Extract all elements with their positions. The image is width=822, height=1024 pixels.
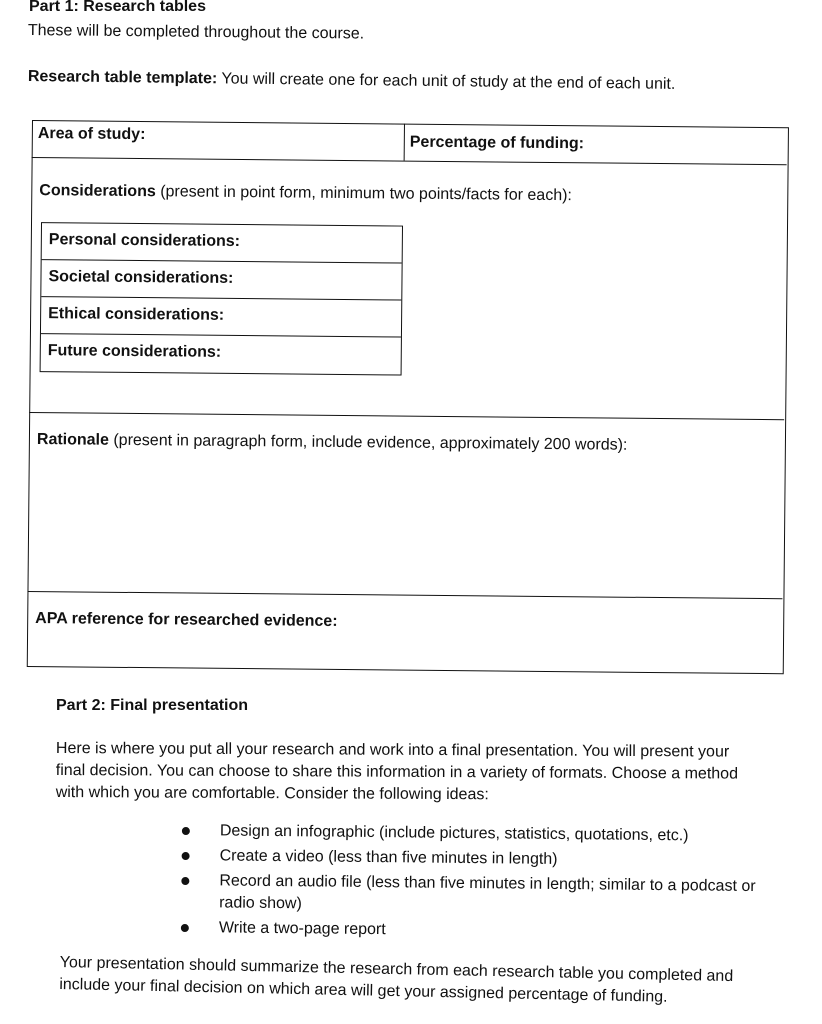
rationale-heading xyxy=(37,431,628,455)
template-label: Research table template: xyxy=(27,68,218,88)
template-instruction xyxy=(28,68,676,94)
header-divider xyxy=(404,124,405,161)
part1-intro: These will be completed throughout the course. xyxy=(27,22,365,43)
idea-text: Write a two-page report xyxy=(218,919,386,939)
idea-text: Design an infographic (include pictures, statistics, quotations, etc.) xyxy=(219,822,689,845)
considerations-label: Considerations xyxy=(39,182,156,201)
research-table xyxy=(27,120,810,675)
bullet-icon xyxy=(182,827,190,835)
considerations-note: (present in point form, minimum two points/facts for each): xyxy=(155,183,573,205)
funding-label: Percentage of funding: xyxy=(409,133,585,153)
societal-considerations-row: Societal considerations: xyxy=(41,260,401,300)
area-of-study-label: Area of study: xyxy=(37,125,146,144)
idea-text: Record an audio file (less than five minutes in length; similar to a podcast or radio show) xyxy=(219,872,756,913)
part2-title: Part 2: Final presentation xyxy=(56,697,249,714)
bullet-icon xyxy=(181,924,189,932)
considerations-section xyxy=(29,158,786,420)
list-item xyxy=(181,870,781,920)
rationale-label: Rationale xyxy=(36,431,110,449)
bullet-icon xyxy=(181,877,189,885)
list-item xyxy=(182,820,782,848)
closing-paragraph: Your presentation should summarize the research from each research table you completed and include your final decision on which area will get your assigned percentage of funding. xyxy=(59,953,734,1006)
personal-considerations-row: Personal considerations: xyxy=(42,223,402,263)
list-item xyxy=(181,917,781,945)
considerations-table xyxy=(40,222,403,375)
considerations-heading xyxy=(39,182,572,205)
ethical-considerations-row: Ethical considerations: xyxy=(41,297,401,337)
list-item xyxy=(182,845,782,873)
idea-text: Create a video (less than five minutes in length) xyxy=(219,847,558,868)
presentation-ideas-list xyxy=(181,820,782,948)
rationale-section xyxy=(27,413,784,599)
template-text: You will create one for each unit of study at the end of each unit. xyxy=(217,70,676,93)
future-considerations-row: Future considerations: xyxy=(47,342,222,361)
part2-paragraph: Here is where you put all your research and work into a final presentation. You will present your final decision. You can choose to share this information in a variety of formats. Choose a method with which you are comfortable. Consider the following ideas: xyxy=(55,740,739,804)
bullet-icon xyxy=(182,852,190,860)
part1-title: Part 1: Research tables xyxy=(29,0,206,15)
apa-reference-label: APA reference for researched evidence: xyxy=(35,610,338,630)
rationale-note: (present in paragraph form, include evidence, approximately 200 words): xyxy=(108,431,628,454)
